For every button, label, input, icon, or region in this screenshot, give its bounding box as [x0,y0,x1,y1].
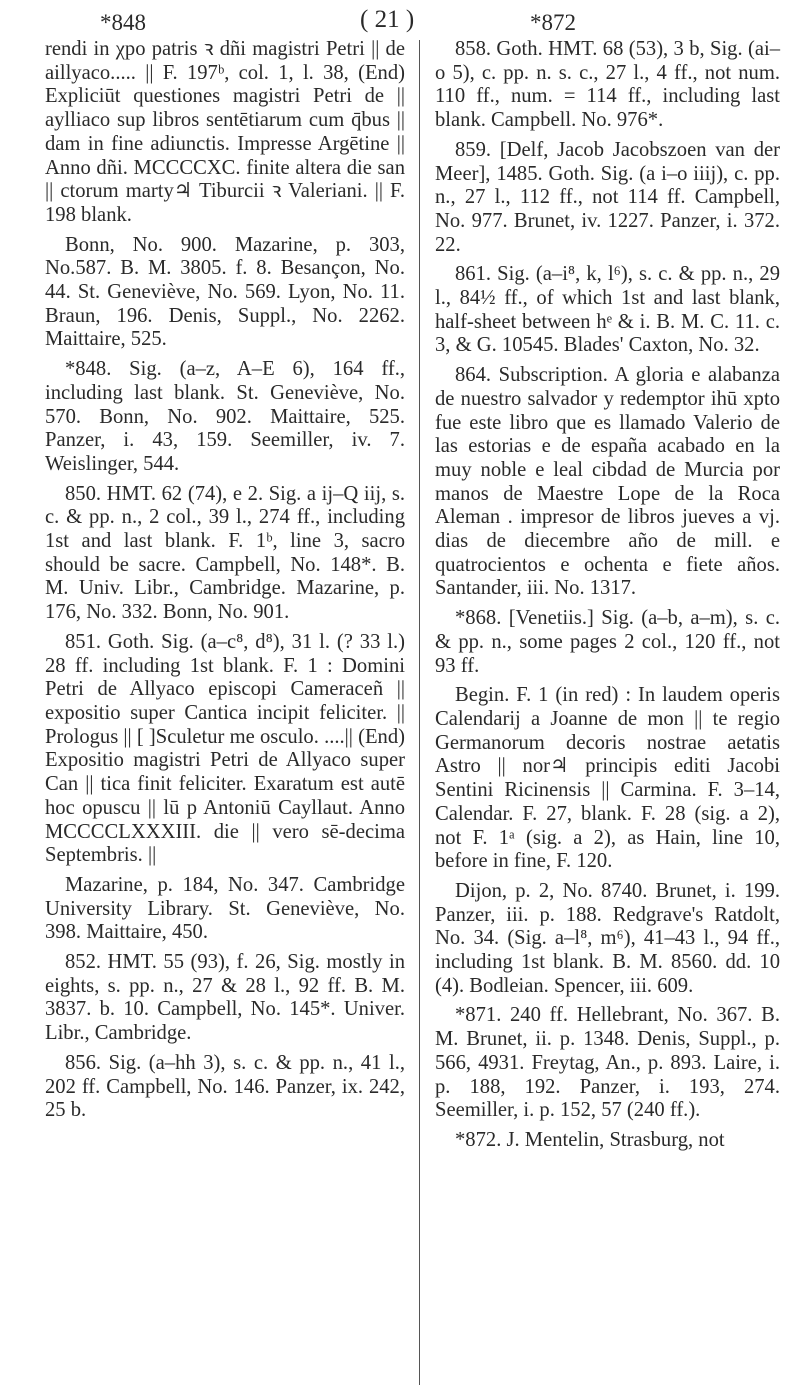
entry-868-references: Dijon, p. 2, No. 8740. Brunet, i. 199. Panzer, iii. p. 188. Redgrave's Ratdolt, No. 34. (Sig. a–l⁸, m⁶), 41–43 l., 94 ff., including 1st blank. B. M. 8560. dd. 10 (4). Bodleian. Spencer, iii. 609. [435,879,780,997]
entry-references: Bonn, No. 900. Mazarine, p. 303, No.587. B. M. 3805. f. 8. Besançon, No. 44. St. Geneviève, No. 569. Lyon, No. 11. Braun, 196. Denis, Suppl., No. 2262. Maittaire, 525. [45,233,405,351]
entry-859: 859. [Delf, Jacob Jacobszoen van der Meer], 1485. Goth. Sig. (a i–o iiij), c. pp. n., 27 l., 112 ff., not 114 ff. Campbell, No. 977. Brunet, iv. 1227. Panzer, i. 372. 22. [435,138,780,256]
header-right-entry: *872 [530,10,576,35]
entry-856: 856. Sig. (a–hh 3), s. c. & pp. n., 41 l., 202 ff. Campbell, No. 146. Panzer, ix. 242, 25 b. [45,1051,405,1122]
entry-861: 861. Sig. (a–i⁸, k, l⁶), s. c. & pp. n., 29 l., 84½ ff., of which 1st and last blank, half-sheet between hᵉ & i. B. M. C. 11. c. 3, & G. 10545. Blades' Caxton, No. 32. [435,263,780,357]
entry-851: 851. Goth. Sig. (a–c⁸, d⁸), 31 l. (? 33 l.) 28 ff. including 1st blank. F. 1 : Domini Petri de Allyaco episcopi Cameraceñ || expositio super Cantica incipit feliciter. || Prologus || [ ]Sculetur me osculo. ....|| (End) Expositio magistri Petri de Allyaco super Can || tica finit feliciter. Exaratum est autē hoc opuscu || lū p Antoniū Cayllaut. Anno MCCCCLXXXIII. die || vero sē-decima Septembris. || [45,630,405,867]
entry-848: *848. Sig. (a–z, A–E 6), 164 ff., including last blank. St. Geneviève, No. 570. Bonn, No. 902. Maittaire, 525. Panzer, i. 43, 159. Seemiller, iv. 7. Weislinger, 544. [45,358,405,475]
entry-868: *868. [Venetiis.] Sig. (a–b, a–m), s. c. & pp. n., some pages 2 col., 120 ff., not 93 ff. [435,607,780,677]
column-divider [419,40,420,1385]
header-left-entry: *848 [100,10,146,35]
left-column [45,38,405,1129]
page-number: ( 21 ) [360,6,415,33]
entry-872: *872. J. Mentelin, Strasburg, not [455,1128,725,1151]
entry-858: 858. Goth. HMT. 68 (53), 3 b, Sig. (ai–o 5), c. pp. n. s. c., 27 l., 4 ff., not num. 110 ff., num. = 114 ff., including last blank. Campbell. No. 976*. [435,38,780,132]
entry-871: *871. 240 ff. Hellebrant, No. 367. B. M. Brunet, ii. p. 1348. Denis, Suppl., p. 566, 4931. Freytag, An., p. 893. Laire, i. p. 188, 192. Panzer, i. 193, 274. Seemiller, i. p. 152, 57 (240 ff.). [435,1004,780,1122]
entry-continuation: rendi in χpo patris ꝛ dñi magistri Petri || de aillyaco..... || F. 197ᵇ, col. 1, l. 38, (End) Expliciūt questiones magistri Petri de || aylliaco sup libros sentētiarum cum q̄bus || dam in fine adiunctis. Impresse Argētine || Anno dñi. MCCCCXC. finite altera die san || ctorum marty♃ Tiburcii ꝛ Valeriani. || F. 198 blank. [45,38,405,226]
entry-851-references: Mazarine, p. 184, No. 347. Cambridge University Library. St. Geneviève, No. 398. Maittaire, 450. [45,873,405,944]
right-column [435,38,780,1159]
running-header [0,6,800,42]
entry-850: 850. HMT. 62 (74), e 2. Sig. a ij–Q iij, s. c. & pp. n., 2 col., 39 l., 274 ff., including 1st and last blank. F. 1ᵇ, line 3, sacro should be sacre. Campbell, No. 148*. B. M. Univ. Libr., Cambridge. Mazarine, p. 176, No. 332. Bonn, No. 901. [45,482,405,624]
entry-852: 852. HMT. 55 (93), f. 26, Sig. mostly in eights, s. pp. n., 27 & 28 l., 92 ff. B. M. 3837. b. 10. Campbell, No. 145*. Univer. Libr., Cambridge. [45,951,405,1045]
entry-868-begin: Begin. F. 1 (in red) : In laudem operis Calendarij a Joanne de mon || te regio Germanorum decoris nostrae aetatis Astro || nor♃ principis editi Jacobi Sentini Ricinensis || Carmina. F. 3–14, Calendar. F. 27, blank. F. 28 (sig. a 2), not F. 1ᵃ (sig. a 2), as Hain, line 10, before in fine, F. 120. [435,684,780,873]
entry-864: 864. Subscription. A gloria e alabanza de nuestro salvador y redemptor ihū xpto fue este libro que es llamado Valerio de las estorias e de españa acabado en la muy noble e leal cibdad de Murcia por manos de Maestre Lope de la Roca Aleman . impresor de libros jueves a vj. dias de diecembre año de mill. e quatrocientos e ochenta e fiete años. Santander, iii. No. 1317. [435,364,780,600]
